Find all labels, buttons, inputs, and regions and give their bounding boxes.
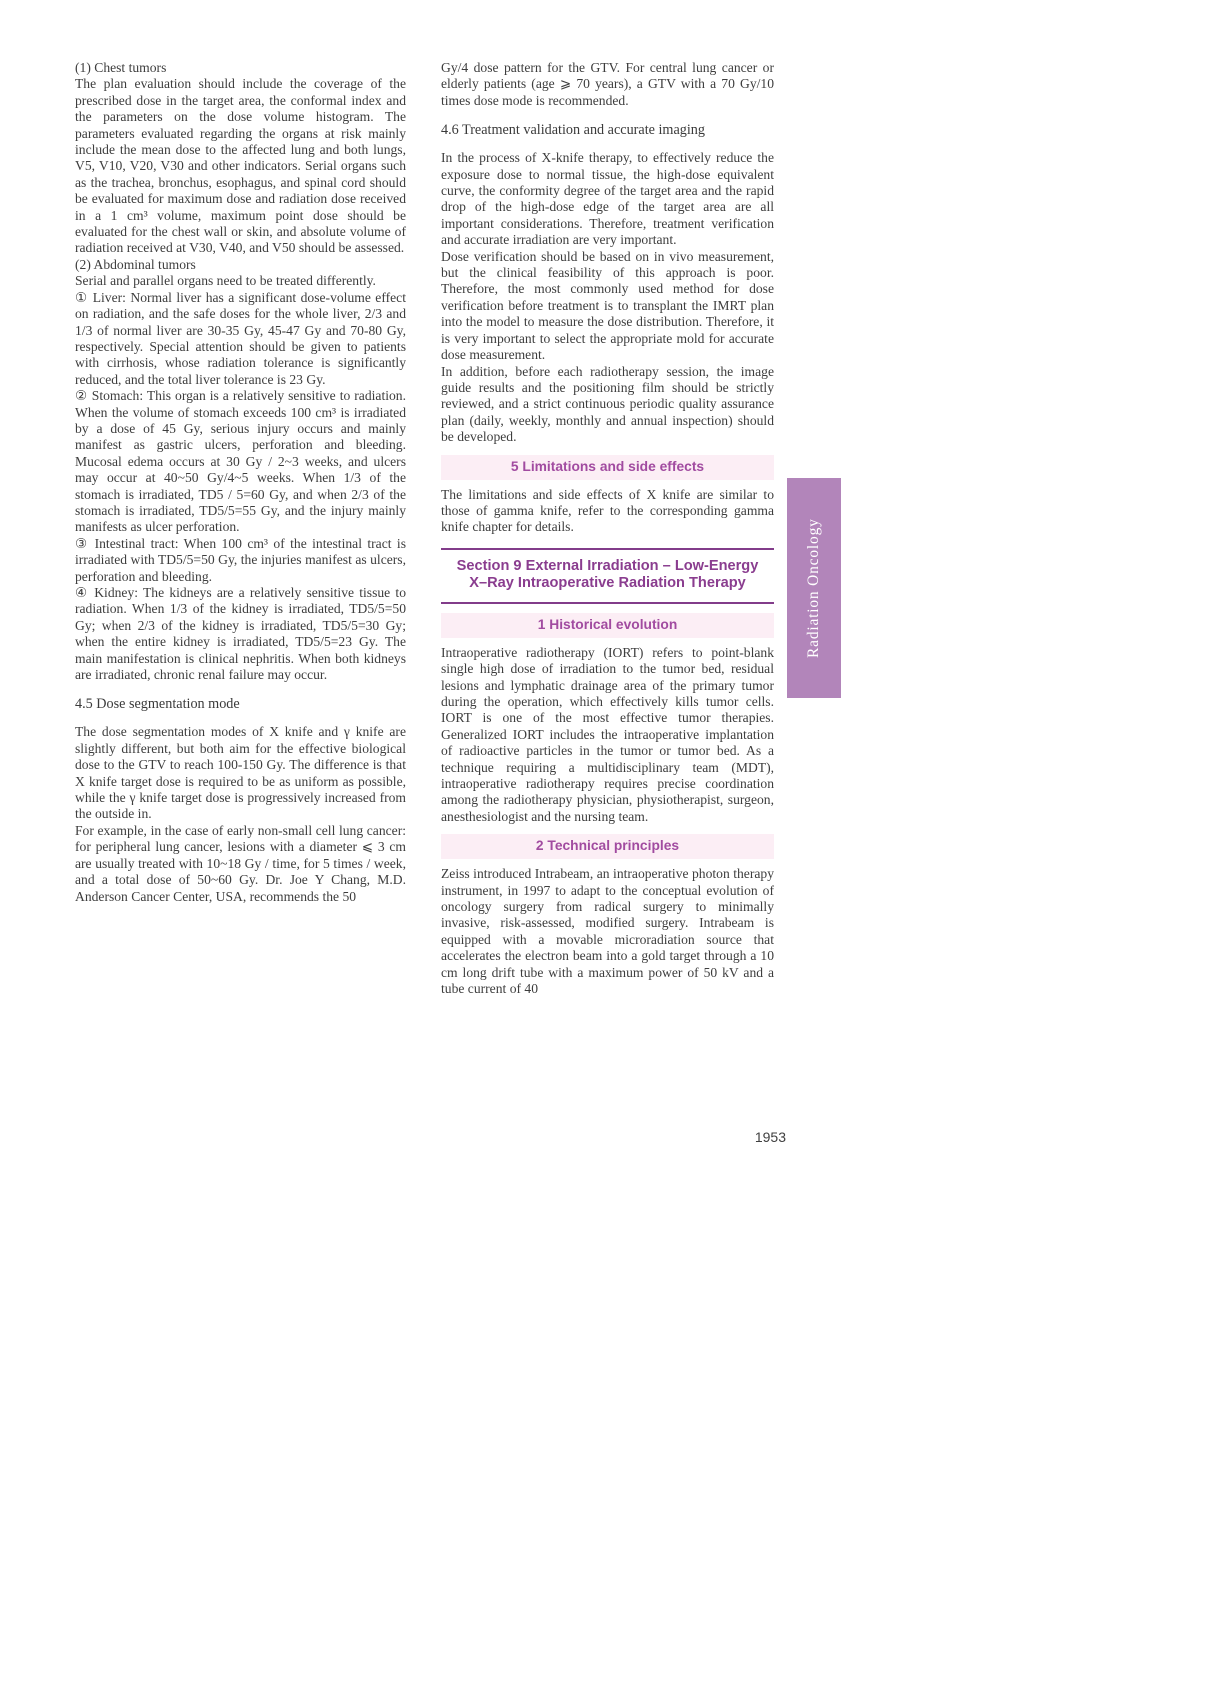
dose-segmentation-paragraph-2: For example, in the case of early non-small cell lung cancer: for peripheral lung cancer, lesions with a diameter ⩽ 3 cm are usually treated with 10~18 Gy / time, for 5 times / week, and a total dose of 50~60 Gy. Dr. Joe Y Chang, M.D. Anderson Cancer Center, USA, recommends the 50 [75, 822, 406, 904]
heading-band-limitations: 5 Limitations and side effects [441, 455, 774, 480]
section-9-title-block [441, 548, 774, 604]
radiation-oncology-tab-label: Radiation Oncology [805, 518, 822, 658]
subheading-4-6: 4.6 Treatment validation and accurate imaging [441, 122, 705, 139]
kidney-paragraph: ④ Kidney: The kidneys are a relatively sensitive tissue to radiation. When 1/3 of the kidney is irradiated, TD5/5=50 Gy; when 2/3 of the kidney is irradiated, TD5/5=30 Gy; when the entire kidney is irradiated, TD5/5=23 Gy. The main manifestation is clinical nephritis. When both kidneys are irradiated, chronic renal failure may occur. [75, 585, 406, 683]
left-column [75, 60, 406, 905]
dose-segmentation-paragraph-1: The dose segmentation modes of X knife and γ knife are slightly different, but both aim for the effective biological dose to the GTV to reach 100-150 Gy. The difference is that X knife target dose is required to be as uniform as possible, while the γ knife target dose is progressively increased from the outside in. [75, 724, 406, 822]
validation-paragraph-1: In the process of X-knife therapy, to effectively reduce the exposure dose to normal tissue, the high-dose equivalent curve, the conformity degree of the target area and the rapid drop of the high-dose edge of the target area are all important considerations. Therefore, treatment verification and accurate irradiation are very important. [441, 150, 774, 248]
historical-evolution-paragraph: Intraoperative radiotherapy (IORT) refers to point-blank single high dose of irradiation to the tumor bed, residual lesions and lymphatic drainage area of the primary tumor during the operation, which effectively kills tumor cells. IORT is one of the most effective tumor therapies. Generalized IORT includes the intraoperative implantation of radioactive particles in the tumor or tumor bed. As a technique requiring a multidisciplinary team (MDT), intraoperative radiotherapy requires precise coordination among the radiotherapy physician, physiotherapist, surgeon, anesthesiologist and the nursing team. [441, 644, 774, 824]
page-number: 1953 [754, 1129, 786, 1145]
radiation-oncology-tab [787, 478, 841, 698]
subheading-4-5: 4.5 Dose segmentation mode [75, 696, 240, 713]
validation-paragraph-3: In addition, before each radiotherapy session, the image guide results and the positioning film should be strictly reviewed, and a strict continuous periodic quality assurance plan (daily, weekly, monthly and annual inspection) should be developed. [441, 363, 774, 445]
chest-tumors-paragraph: The plan evaluation should include the coverage of the prescribed dose in the target area, the conformal index and the parameters on the dose volume histogram. The parameters evaluated regarding the organs at risk mainly include the mean dose to the affected lung and both lungs, V5, V10, V20, V30 and other indicators. Serial organs such as the trachea, bronchus, esophagus, and spinal cord should be evaluated for maximum dose and radiation dose received in a 1 cm³ volume, maximum point dose should be evaluated for the chest wall or skin, and absolute volume of radiation received at V30, V40, and V50 should be assessed. [75, 76, 406, 256]
abdominal-tumors-label: (2) Abdominal tumors [75, 256, 196, 272]
stomach-paragraph: ② Stomach: This organ is a relatively sensitive to radiation. When the volume of stomach exceeds 100 cm³ is irradiated by a dose of 45 Gy, serious injury occurs and mainly manifest as gastric ulcers, perforation and bleeding. Mucosal edema occurs at 30 Gy / 2~3 weeks, and ulcers may occur at 40~50 Gy/4~5 weeks. When 1/3 of the stomach is irradiated, TD5 / 5=60 Gy, and when 2/3 of the stomach is irradiated, TD5/5=55 Gy, and the injury mainly manifests as ulcer perforation. [75, 388, 406, 535]
heading-band-historical-evolution: 1 Historical evolution [441, 613, 774, 638]
technical-principles-paragraph: Zeiss introduced Intrabeam, an intraoperative photon therapy instrument, in 1997 to adapt to the conceptual evolution of oncology surgery from radical surgery to minimally invasive, risk-assessed, modified surgery. Intrabeam is equipped with a movable microradiation source that accelerates the electron beam into a gold target through a 10 cm long drift tube with a maximum power of 50 kV and a tube current of 40 [441, 866, 774, 997]
section-9-title: Section 9 External Irradiation – Low-Energy X–Ray Intraoperative Radiation Therapy [456, 557, 759, 592]
abdominal-intro-paragraph: Serial and parallel organs need to be treated differently. [75, 273, 376, 289]
intestinal-paragraph: ③ Intestinal tract: When 100 cm³ of the intestinal tract is irradiated with TD5/5=50 Gy, the injuries manifest as ulcers, perforation and bleeding. [75, 535, 406, 584]
continuation-paragraph: Gy/4 dose pattern for the GTV. For central lung cancer or elderly patients (age ⩾ 70 years), a GTV with a 70 Gy/10 times dose mode is recommended. [441, 60, 774, 108]
validation-paragraph-2: Dose verification should be based on in vivo measurement, but the clinical feasibility of this approach is poor. Therefore, the most commonly used method for dose verification before treatment is to transplant the IMRT plan into the model to measure the dose distribution. Therefore, it is very important to select the appropriate mold for accurate dose measurement. [441, 248, 774, 363]
right-column [441, 60, 774, 997]
chest-tumors-label: (1) Chest tumors [75, 60, 167, 75]
heading-band-technical-principles: 2 Technical principles [441, 834, 774, 859]
limitations-paragraph: The limitations and side effects of X knife are similar to those of gamma knife, refer to the corresponding gamma knife chapter for details. [441, 486, 774, 535]
liver-paragraph: ① Liver: Normal liver has a significant dose-volume effect on radiation, and the safe doses for the whole liver, 2/3 and 1/3 of normal liver are 30-35 Gy, 45-47 Gy and 70-80 Gy, respectively. Special attention should be given to patients with cirrhosis, whose radiation tolerance is significantly reduced, and the total liver tolerance is 23 Gy. [75, 289, 406, 387]
